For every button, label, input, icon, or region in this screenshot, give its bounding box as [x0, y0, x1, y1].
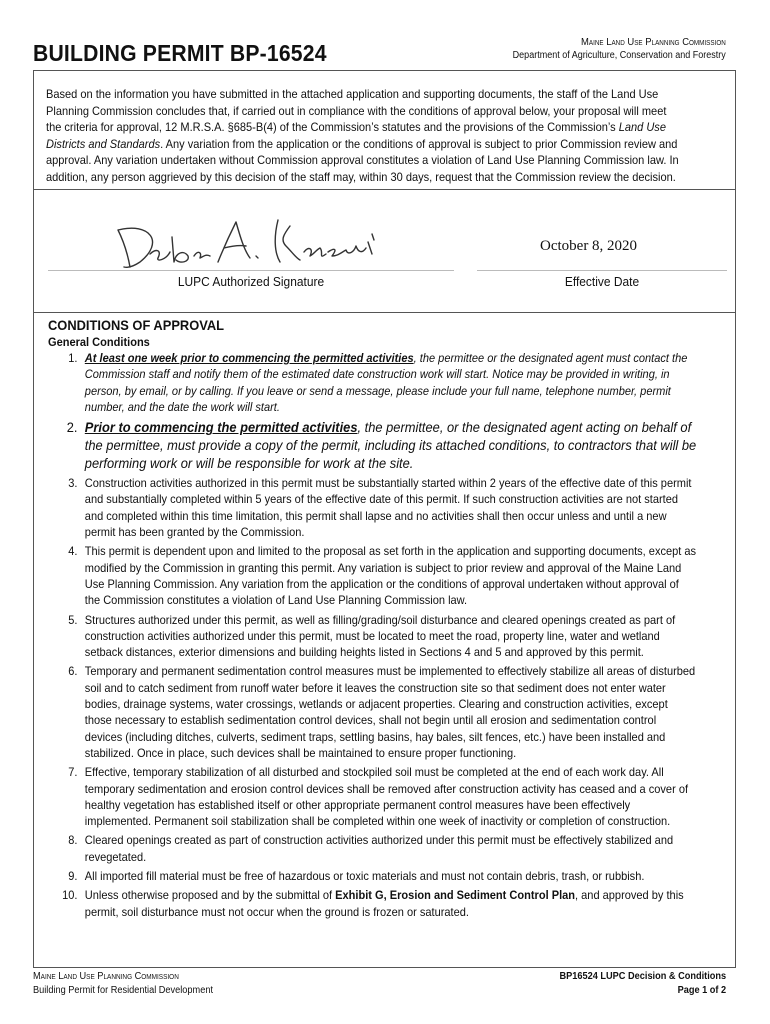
intro-paragraph — [46, 86, 681, 185]
effective-date-value: October 8, 2020 — [540, 238, 638, 254]
item-text: This permit is dependent upon and limited to the proposal as set forth in the application and supporting documents, except as modified by the Commission in granting this permit. Any variation is subject to prior review and approval of the Maine Land Use Planning Commission. Any variation from the application or the conditions of approval undertaken without approval of the Commission constitutes a violation of Land Use Planning Commission law. — [84, 544, 697, 608]
list-item — [48, 543, 697, 608]
conditions-heading: CONDITIONS OF APPROVAL — [48, 317, 225, 333]
page-title: BUILDING PERMIT BP-16524 — [33, 40, 327, 66]
item-body: , the permittee, or the designated agent acting on behalf of the permittee, must provide a copy of the permit, including its attached conditions, to contractors that will be performing work or will be responsible for work at the site. — [84, 419, 697, 472]
item-number: 6. — [68, 664, 78, 679]
agency-header — [513, 36, 726, 62]
item-number: 3. — [68, 476, 78, 491]
item-body: , the permittee or the designated agent must contact the Commission staff and notify them of the estimated date construction work will start. Notice may be provided in writing, in person, by email, or by calling. If you leave or send a message, please include your full name, telephone number, permit number, and the date the work will start. — [84, 351, 688, 414]
footer-permit-type: Building Permit for Residential Development — [33, 985, 214, 996]
list-item — [48, 663, 697, 761]
item-text: Effective, temporary stabilization of all disturbed and stockpiled soil must be completed at the end of each work day. All temporary sedimentation and erosion control devices shall be removed after construction activity has ceased and a cover of healthy vegetation has established itself or other appropriate permanent control measures have been effectively implemented. Permanent soil stabilization shall be completed within one week of inactivity or completion of construction. — [84, 765, 689, 829]
item-text — [85, 418, 697, 472]
page-number: Page 1 of 2 — [677, 985, 726, 996]
footer-agency: Maine Land Use Planning Commission — [33, 971, 179, 982]
item-text — [85, 887, 697, 920]
general-conditions-heading: General Conditions — [48, 335, 150, 349]
handwritten-signature — [110, 212, 410, 272]
list-item — [48, 832, 697, 865]
list-item — [48, 887, 697, 920]
signature-line — [48, 270, 454, 271]
item-emphasis: At least one week prior to commencing the permitted activities — [84, 351, 414, 365]
footer-left — [33, 970, 213, 998]
item-number: 8. — [68, 833, 78, 848]
department-name: Department of Agriculture, Conservation and Forestry — [512, 50, 726, 61]
effective-date-label: Effective Date — [564, 274, 640, 289]
item-number: 9. — [68, 869, 78, 884]
item-emphasis: Prior to commencing the permitted activities — [84, 419, 358, 436]
intro-italic-text: Land Use Districts and Standards — [46, 120, 666, 151]
list-item — [48, 475, 697, 540]
section-divider — [33, 312, 736, 313]
item-number: 5. — [68, 612, 78, 627]
item-body-start: Unless otherwise proposed and by the submittal of — [84, 888, 336, 903]
list-item — [48, 764, 697, 829]
signature-label: LUPC Authorized Signature — [177, 274, 325, 289]
agency-name: Maine Land Use Planning Commission — [581, 36, 726, 48]
item-text: All imported fill material must be free of hazardous or toxic materials and must not contain debris, trash, or rubbish. — [84, 869, 645, 884]
list-item — [48, 612, 697, 661]
date-line — [477, 270, 727, 271]
footer-doc-title: BP16524 LUPC Decision & Conditions — [559, 971, 726, 982]
conditions-list — [48, 350, 697, 923]
item-text — [85, 350, 697, 415]
list-item — [48, 418, 697, 472]
intro-text: Based on the information you have submitted in the attached application and supporting documents, the staff of the Land Use Planning Commission concludes that, if carried out in compliance with the conditions of approval below, your proposal will meet the criteria for approval, 12 M.R.S.A. §685-B(4) of the Commission’s statutes and the provisions of the Commission’s — [46, 87, 667, 134]
intro-text-end: . Any variation from the application or the conditions of approval is subject to prior Commission review and approval. Any variation undertaken without Commission approval constitutes a violation of Land Use Planning Commission law. In addition, any person aggrieved by this decision of the staff may, within 30 days, request that the Commission review the decision. — [46, 136, 679, 184]
exhibit-reference: Exhibit G, Erosion and Sediment Control Plan — [335, 888, 576, 903]
item-number: 2. — [66, 419, 78, 436]
list-item — [48, 868, 697, 884]
item-text: Temporary and permanent sedimentation control measures must be implemented to effectively stabilize all areas of disturbed soil and to catch sediment from runoff water before it leaves the construction site so that sediment does not enter water bodies, drainage systems, water crossings, wetlands or adjacent properties. Clearing and construction activities, except those necessary to establish sedimentation control devices, shall not begin until all erosion and sedimentation control devices (including ditches, culverts, sediment traps, settling basins, hay bales, silt fences, etc.) have been installed and stabilized. Once in place, such devices shall be maintained to ensure proper functioning. — [84, 664, 696, 760]
item-text: Structures authorized under this permit, as well as filling/grading/soil disturbance and cleared openings created as part of construction activities authorized under this permit, must be located to meet the road, property line, water and wetland setback distances, exterior dimensions and building heights listed in Sections 4 and 5 and approved by this permit. — [84, 612, 676, 660]
footer-right — [559, 970, 726, 998]
list-item — [48, 350, 697, 415]
section-divider — [33, 189, 736, 190]
item-text: Construction activities authorized in this permit must be substantially started within 2 years of the effective date of this permit and substantially completed within 5 years of the effective date of this permit. If such construction activities are not started and completed within this time limitation, this permit shall lapse and no activities shall then occur unless and until a new permit has been granted by the Commission. — [84, 476, 692, 540]
item-number: 1. — [68, 351, 78, 365]
item-text: Cleared openings created as part of construction activities authorized under this permit must be effectively stabilized and revegetated. — [84, 833, 674, 864]
item-number: 10. — [62, 888, 78, 903]
item-number: 7. — [68, 765, 78, 780]
item-number: 4. — [68, 544, 78, 559]
item-body: , and approved by this permit, soil disturbance must not occur when the ground is frozen or saturated. — [84, 888, 684, 919]
